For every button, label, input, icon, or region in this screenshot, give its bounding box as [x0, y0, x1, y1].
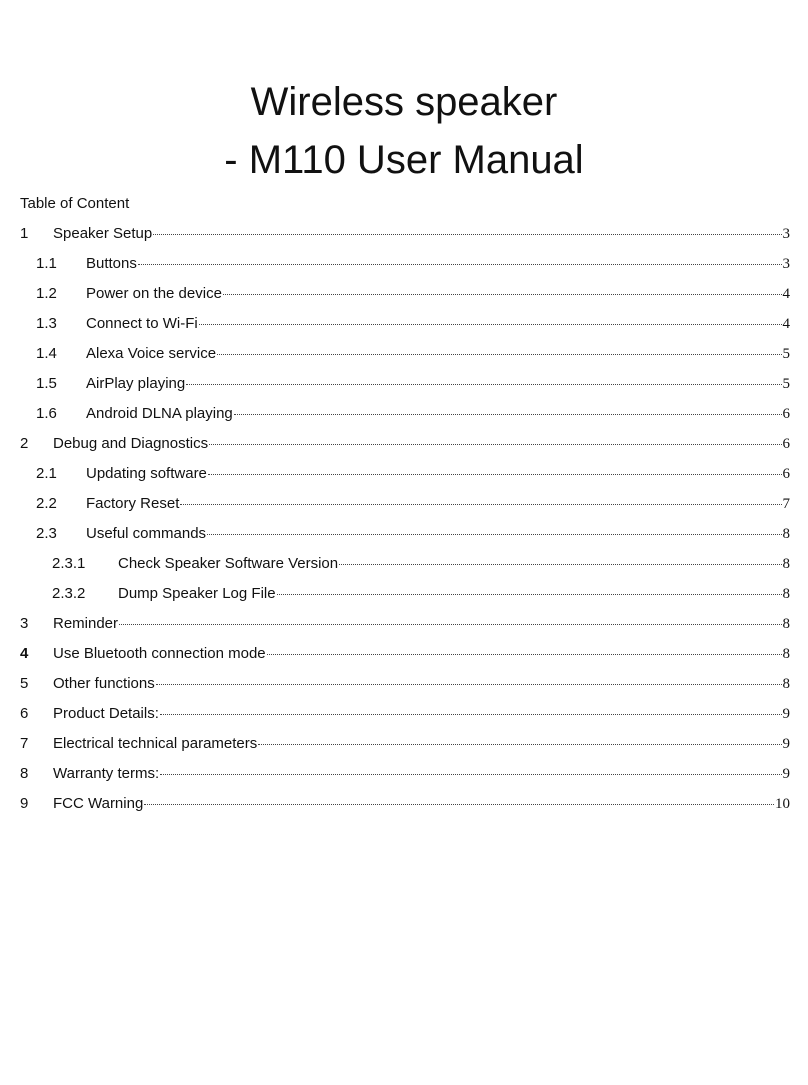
toc-entry-page-number: 5 [782, 376, 790, 392]
toc-dot-leader [199, 324, 782, 325]
toc-entry-page-number: 4 [782, 286, 790, 302]
toc-entry-page-number: 8 [782, 646, 790, 662]
toc-entry-number: 2.2 [36, 495, 57, 512]
toc-dot-leader [153, 234, 781, 235]
toc-entry[interactable] [20, 284, 790, 314]
toc-entry-page-number: 8 [782, 586, 790, 602]
toc-entry-page-number: 6 [782, 466, 790, 482]
toc-dot-leader [119, 624, 781, 625]
toc-entry-label[interactable]: Warranty terms: [53, 765, 160, 782]
toc-dot-leader [209, 444, 781, 445]
toc-entry-label[interactable]: Use Bluetooth connection mode [53, 645, 266, 662]
toc-entry-number: 3 [20, 615, 29, 632]
toc-entry-number: 1 [20, 225, 29, 242]
toc-entry-label[interactable]: Connect to Wi-Fi [86, 315, 198, 332]
toc-entry-page-number: 10 [775, 796, 790, 812]
toc-entry[interactable] [20, 464, 790, 494]
toc-entry-number: 6 [20, 705, 29, 722]
toc-entry-number: 7 [20, 735, 29, 752]
toc-dot-leader [160, 714, 782, 715]
toc-entry[interactable] [20, 644, 790, 674]
toc-entry-number: 2.1 [36, 465, 57, 482]
toc-entry-label[interactable]: Buttons [86, 255, 137, 272]
toc-entry-page-number: 4 [782, 316, 790, 332]
toc-dot-leader [144, 804, 774, 805]
toc-entry[interactable] [20, 344, 790, 374]
toc-entry-page-number: 8 [782, 676, 790, 692]
toc-dot-leader [223, 294, 782, 295]
toc-dot-leader [258, 744, 781, 745]
toc-heading: Table of Content [20, 195, 130, 212]
toc-entry-number: 9 [20, 795, 29, 812]
toc-dot-leader [156, 684, 782, 685]
toc-entry[interactable] [20, 224, 790, 254]
toc-dot-leader [160, 774, 781, 775]
document-title: Wireless speaker [250, 80, 558, 124]
toc-entry-label[interactable]: Android DLNA playing [86, 405, 233, 422]
toc-entry-label[interactable]: Power on the device [86, 285, 222, 302]
toc-entry-number: 2.3.2 [52, 585, 86, 602]
toc-entry-page-number: 9 [782, 736, 790, 752]
toc-entry-number: 4 [20, 645, 29, 662]
toc-entry[interactable] [20, 764, 790, 794]
toc-entry-page-number: 3 [782, 226, 790, 242]
toc-entry-number: 1.2 [36, 285, 57, 302]
toc-entry-label[interactable]: Useful commands [86, 525, 207, 542]
toc-entry-number: 5 [20, 675, 29, 692]
toc-dot-leader [180, 504, 781, 505]
toc-entry-page-number: 9 [782, 706, 790, 722]
toc-entry[interactable] [20, 554, 790, 584]
toc-entry[interactable] [20, 374, 790, 404]
toc-entry-number: 8 [20, 765, 29, 782]
toc-entry-page-number: 6 [782, 406, 790, 422]
toc-entry-label[interactable]: Debug and Diagnostics [53, 435, 209, 452]
toc-entry[interactable] [20, 434, 790, 464]
toc-dot-leader [186, 384, 781, 385]
toc-entry[interactable] [20, 254, 790, 284]
toc-entry[interactable] [20, 404, 790, 434]
toc-entry-page-number: 5 [782, 346, 790, 362]
toc-entry[interactable] [20, 704, 790, 734]
toc-dot-leader [217, 354, 781, 355]
toc-entry-label[interactable]: Alexa Voice service [86, 345, 217, 362]
toc-dot-leader [339, 564, 781, 565]
toc-entry-label[interactable]: Factory Reset [86, 495, 180, 512]
toc-entry-number: 1.3 [36, 315, 57, 332]
toc-entry[interactable] [20, 524, 790, 554]
toc-dot-leader [277, 594, 782, 595]
toc-entry-label[interactable]: Speaker Setup [53, 225, 153, 242]
toc-dot-leader [208, 474, 782, 475]
toc-entry[interactable] [20, 614, 790, 644]
toc-entry-page-number: 7 [782, 496, 790, 512]
toc-entry-number: 1.4 [36, 345, 57, 362]
toc-entry-page-number: 8 [782, 616, 790, 632]
toc-entry-label[interactable]: Electrical technical parameters [53, 735, 258, 752]
table-of-contents [20, 224, 790, 824]
toc-entry-label[interactable]: Dump Speaker Log File [118, 585, 276, 602]
toc-entry-page-number: 8 [782, 556, 790, 572]
toc-entry[interactable] [20, 674, 790, 704]
toc-dot-leader [138, 264, 782, 265]
toc-entry[interactable] [20, 494, 790, 524]
toc-entry-label[interactable]: Reminder [53, 615, 119, 632]
toc-dot-leader [207, 534, 781, 535]
toc-entry-label[interactable]: Updating software [86, 465, 207, 482]
toc-entry[interactable] [20, 794, 790, 824]
toc-entry-number: 1.5 [36, 375, 57, 392]
toc-dot-leader [234, 414, 782, 415]
document-subtitle: - M110 User Manual [224, 138, 584, 182]
toc-entry-page-number: 3 [782, 256, 790, 272]
toc-entry-label[interactable]: Check Speaker Software Version [118, 555, 339, 572]
toc-entry-page-number: 9 [782, 766, 790, 782]
toc-entry-label[interactable]: AirPlay playing [86, 375, 186, 392]
toc-entry[interactable] [20, 584, 790, 614]
toc-entry[interactable] [20, 314, 790, 344]
toc-entry-number: 1.6 [36, 405, 57, 422]
toc-entry-number: 2.3 [36, 525, 57, 542]
toc-dot-leader [267, 654, 782, 655]
toc-entry-label[interactable]: Product Details: [53, 705, 159, 722]
toc-entry-number: 2.3.1 [52, 555, 86, 572]
toc-entry-number: 2 [20, 435, 29, 452]
toc-entry[interactable] [20, 734, 790, 764]
toc-entry-label[interactable]: FCC Warning [53, 795, 144, 812]
toc-entry-label[interactable]: Other functions [53, 675, 155, 692]
toc-entry-page-number: 8 [782, 526, 790, 542]
toc-entry-number: 1.1 [36, 255, 57, 272]
toc-entry-page-number: 6 [782, 436, 790, 452]
